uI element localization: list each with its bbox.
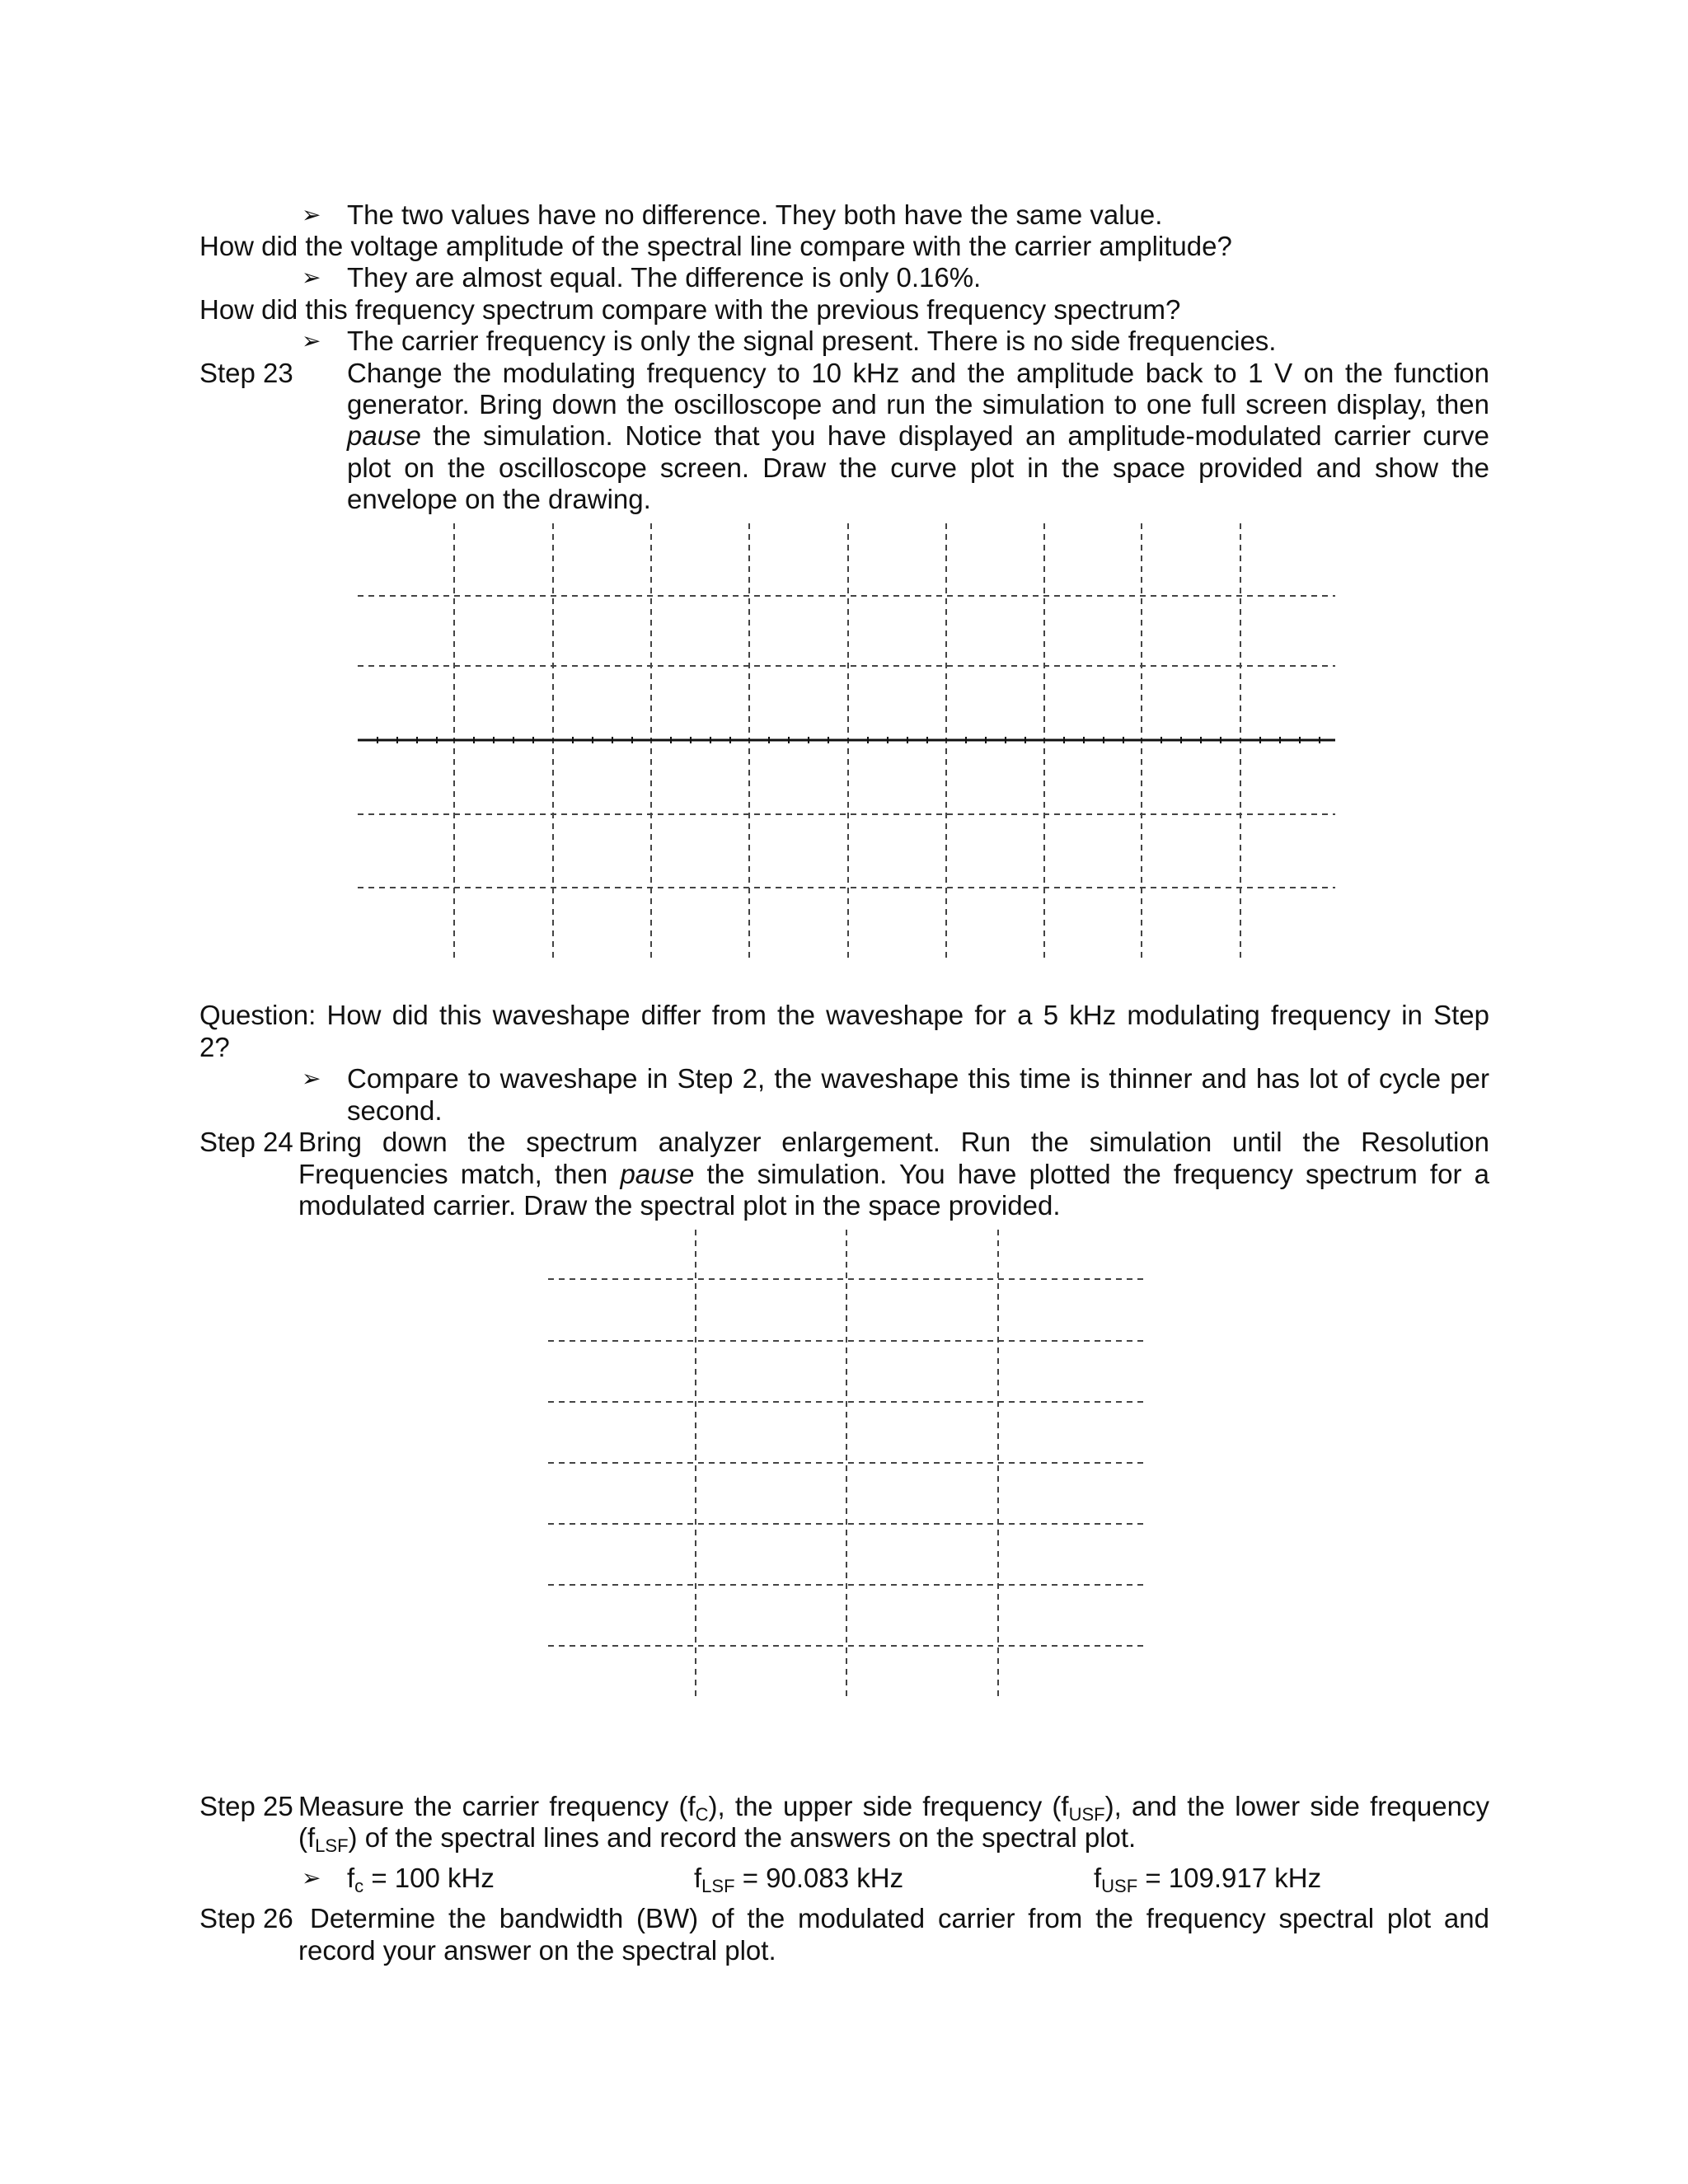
step-26-label: Step 26 <box>199 1903 293 1933</box>
question-waveshape-line-1: Question: How did this waveshape differ from the waveshape for a 5 kHz modulating frequency in Step <box>199 1000 1489 1030</box>
flsf-value: = 90.083 kHz <box>734 1863 904 1893</box>
step-25-line-2-a: (f <box>298 1822 316 1853</box>
bullet-arrow-icon: ➢ <box>302 1065 321 1092</box>
step-24-line-2-pre: Frequencies match, then <box>298 1159 621 1189</box>
step-26-line-2: record your answer on the spectral plot. <box>298 1935 776 1966</box>
pause-emphasis: pause <box>620 1159 695 1189</box>
upper-side-frequency-value <box>1094 1863 1321 1894</box>
question-spectrum-compare: How did this frequency spectrum compare with the previous frequency spectrum? <box>199 294 1181 325</box>
lower-side-frequency-value <box>694 1863 903 1894</box>
step-24-label: Step 24 <box>199 1127 293 1157</box>
subscript-lsf: LSF <box>315 1835 349 1856</box>
step-26-line-1: Determine the bandwidth (BW) of the modulated carrier from the frequency spectral plot and <box>310 1903 1489 1933</box>
step-25-line-1-b: ), the upper side frequency (f <box>708 1791 1069 1821</box>
step-25-line-2-b: ) of the spectral lines and record the answers on the spectral plot. <box>348 1822 1137 1853</box>
step-24-line-3: modulated carrier. Draw the spectral plot in the space provided. <box>298 1190 1061 1221</box>
subscript-lsf: LSF <box>701 1876 735 1896</box>
subscript-c: C <box>695 1804 709 1825</box>
step-25-line-2 <box>298 1822 1136 1854</box>
step-25-line-1-a: Measure the carrier frequency (f <box>298 1791 696 1821</box>
bullet-arrow-icon: ➢ <box>302 1864 321 1891</box>
bullet-arrow-icon: ➢ <box>302 264 321 291</box>
answer-almost-equal: They are almost equal. The difference is only 0.16%. <box>347 262 982 293</box>
step-23-line-5: envelope on the drawing. <box>347 484 651 514</box>
fusf-symbol: f <box>1094 1863 1102 1893</box>
answer-carrier-only: The carrier frequency is only the signal present. There is no side frequencies. <box>347 326 1277 356</box>
step-23-line-2: generator. Bring down the oscilloscope and run the simulation to one full screen display, then <box>347 389 1489 419</box>
carrier-frequency-value <box>347 1863 495 1894</box>
answer-same-value: The two values have no difference. They both have the same value. <box>347 199 1163 230</box>
step-25-line-1-c: ), and the lower side frequency <box>1104 1791 1489 1821</box>
question-waveshape-line-2: 2? <box>199 1032 230 1062</box>
step-24-line-2-post: the simulation. You have plotted the frequency spectrum for a <box>694 1159 1489 1189</box>
step-23-label: Step 23 <box>199 358 293 388</box>
answer-waveshape-line-2: second. <box>347 1095 443 1126</box>
step-25-line-1 <box>298 1791 1489 1825</box>
answer-waveshape-line-1: Compare to waveshape in Step 2, the waveshape this time is thinner and has lot of cycle per <box>347 1063 1489 1094</box>
step-23-line-4: plot on the oscilloscope screen. Draw the curve plot in the space provided and show the <box>347 452 1489 483</box>
fusf-value: = 109.917 kHz <box>1137 1863 1322 1893</box>
fc-symbol: f <box>347 1863 355 1893</box>
question-voltage-amplitude: How did the voltage amplitude of the spectral line compare with the carrier amplitude? <box>199 231 1232 261</box>
fc-value: = 100 kHz <box>363 1863 495 1893</box>
step-23-line-1: Change the modulating frequency to 10 kHz and the amplitude back to 1 V on the function <box>347 358 1489 388</box>
bullet-arrow-icon: ➢ <box>302 327 321 354</box>
step-23-line-3-rest: the simulation. Notice that you have displayed an amplitude-modulated carrier curve <box>420 420 1489 451</box>
subscript-usf: USF <box>1068 1804 1105 1825</box>
pause-emphasis: pause <box>347 420 421 451</box>
subscript-c: c <box>354 1876 364 1896</box>
step-25-label: Step 25 <box>199 1791 293 1821</box>
step-24-line-1: Bring down the spectrum analyzer enlargement. Run the simulation until the Resolution <box>298 1127 1489 1157</box>
subscript-usf: USF <box>1101 1876 1138 1896</box>
bullet-arrow-icon: ➢ <box>302 201 321 228</box>
flsf-symbol: f <box>694 1863 702 1893</box>
